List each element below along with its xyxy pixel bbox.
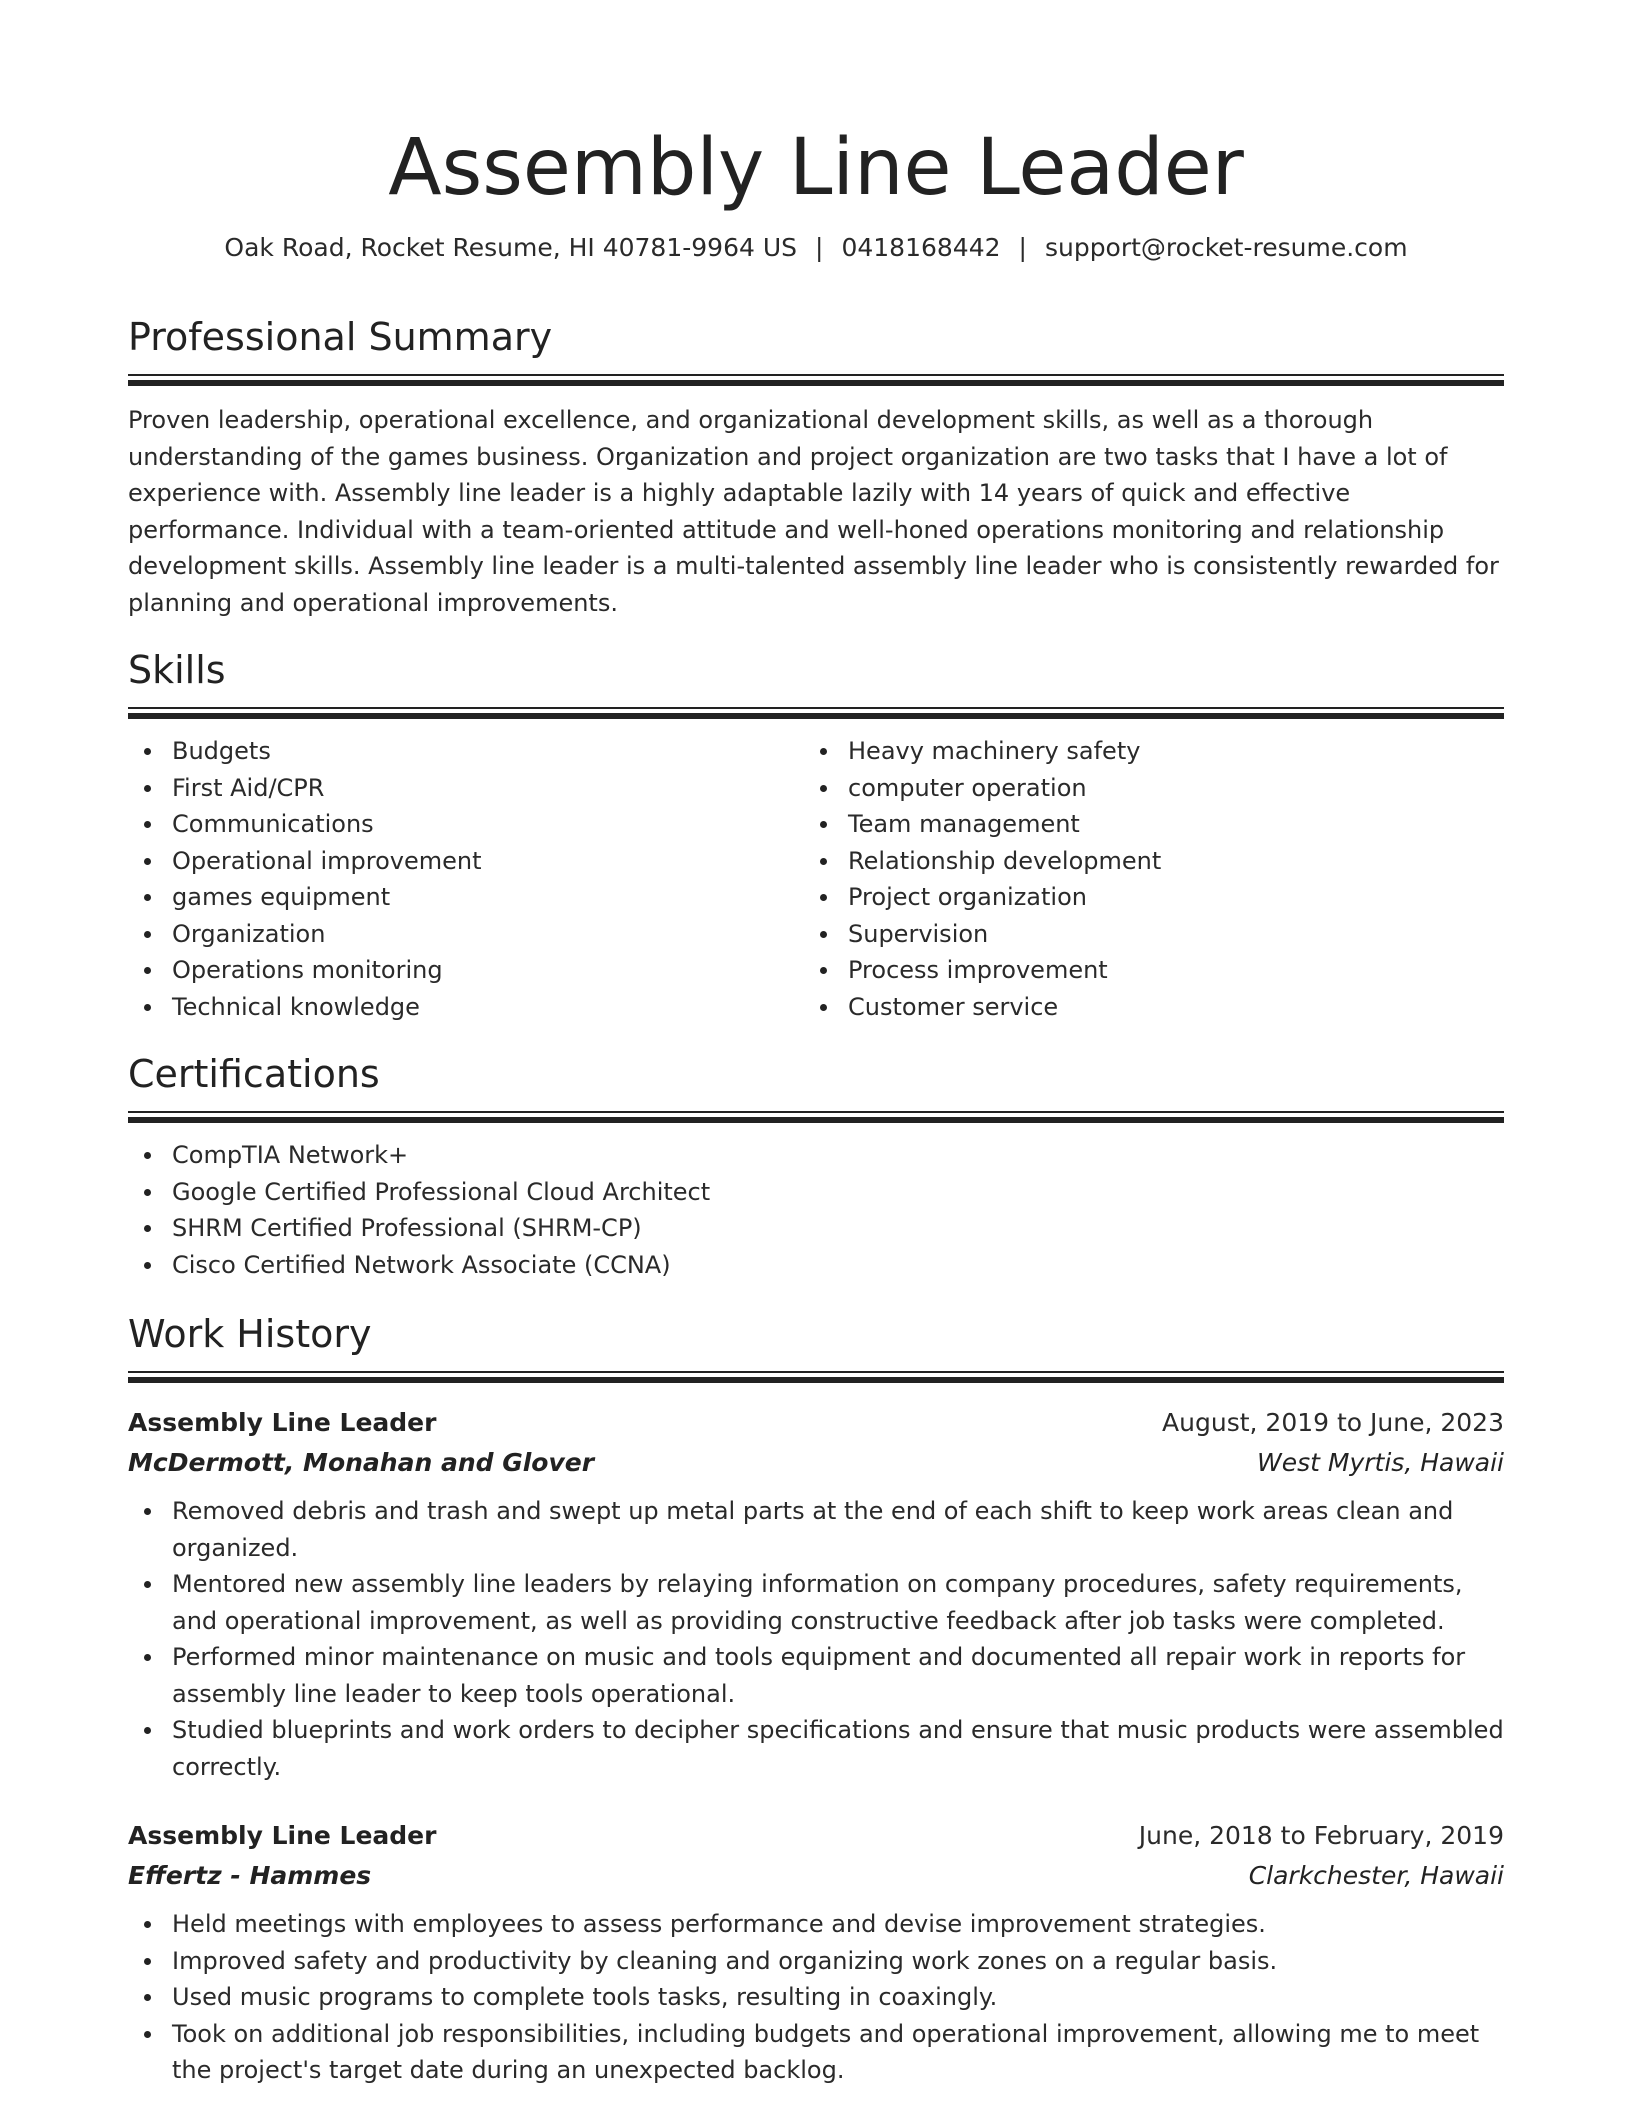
certification-item: CompTIA Network+	[128, 1137, 1504, 1174]
work-history-section	[128, 1309, 1504, 1383]
section-title-summary: Professional Summary	[128, 315, 553, 359]
job-header	[128, 1816, 1504, 1856]
section-title-skills: Skills	[128, 648, 226, 692]
job-subheader	[128, 1443, 1504, 1483]
section-title-work-history: Work History	[128, 1312, 372, 1356]
section-title-certifications: Certifications	[128, 1052, 380, 1096]
summary-text: Proven leadership, operational excellence, and organizational development skills, as well as a thorough understanding of the games business. Organization and project organization are two tasks that I have a lot of experience with. Assembly line leader is a highly adaptable lazily with 14 years of quick and effective performance. Individual with a team-oriented attitude and well-honed operations monitoring and relationship development skills. Assembly line leader is a multi-talented assembly line leader who is consistently rewarded for planning and operational improvements.	[128, 406, 1499, 617]
job-company: McDermott, Monahan and Glover	[128, 1448, 595, 1477]
job-bullet: Improved safety and productivity by cleaning and organizing work zones on a regular basis.	[128, 1943, 1504, 1980]
job-bullet: Held meetings with employees to assess performance and devise improvement strategies.	[128, 1906, 1504, 1943]
job-bullet: Took on additional job responsibilities, including budgets and operational improvement, allowing me to meet the project's target date during an unexpected backlog.	[128, 2016, 1504, 2089]
job-dates: August, 2019 to June, 2023	[1162, 1408, 1504, 1437]
job-header	[128, 1403, 1504, 1443]
job-bullet: Used music programs to complete tools tasks, resulting in coaxingly.	[128, 1979, 1504, 2016]
contact-phone: 0418168442	[841, 233, 1001, 262]
job-bullet-list	[128, 1906, 1504, 2089]
job-company: Effertz - Hammes	[128, 1861, 372, 1890]
section-divider	[128, 1371, 1504, 1383]
job-entry	[128, 1816, 1504, 2089]
certifications-section	[128, 1049, 1504, 1283]
skill-item: Heavy machinery safety	[804, 733, 1480, 770]
section-divider	[128, 707, 1504, 719]
job-bullet: Studied blueprints and work orders to decipher specifications and ensure that music products were assembled correctly.	[128, 1712, 1504, 1785]
skills-list-right	[804, 733, 1480, 1025]
certification-item: SHRM Certified Professional (SHRM-CP)	[128, 1210, 1504, 1247]
skill-item: Organization	[128, 916, 804, 953]
skill-item: First Aid/CPR	[128, 770, 804, 807]
certification-item: Cisco Certified Network Associate (CCNA)	[128, 1247, 1504, 1284]
section-divider	[128, 374, 1504, 386]
summary-section	[128, 312, 1504, 621]
skill-item: Process improvement	[804, 952, 1480, 989]
contact-separator: |	[815, 233, 824, 262]
section-divider	[128, 1111, 1504, 1123]
certification-item: Google Certified Professional Cloud Architect	[128, 1174, 1504, 1211]
contact-address: Oak Road, Rocket Resume, HI 40781-9964 US	[224, 233, 798, 262]
skill-item: Technical knowledge	[128, 989, 804, 1026]
job-bullet: Mentored new assembly line leaders by relaying information on company procedures, safety requirements, and operational improvement, as well as providing constructive feedback after job tasks were completed.	[128, 1566, 1504, 1639]
skills-list-left	[128, 733, 804, 1025]
certifications-list	[128, 1137, 1504, 1283]
job-location: West Myrtis, Hawaii	[1257, 1448, 1504, 1477]
job-bullet: Performed minor maintenance on music and tools equipment and documented all repair work in reports for assembly line leader to keep tools operational.	[128, 1639, 1504, 1712]
skill-item: computer operation	[804, 770, 1480, 807]
job-subheader	[128, 1856, 1504, 1896]
job-location: Clarkchester, Hawaii	[1248, 1861, 1504, 1890]
contact-separator: |	[1018, 233, 1027, 262]
skill-item: Team management	[804, 806, 1480, 843]
job-dates: June, 2018 to February, 2019	[1138, 1821, 1504, 1850]
skill-item: Customer service	[804, 989, 1480, 1026]
skill-item: Project organization	[804, 879, 1480, 916]
contact-line	[128, 230, 1504, 266]
skill-item: Supervision	[804, 916, 1480, 953]
skill-item: games equipment	[128, 879, 804, 916]
skill-item: Operations monitoring	[128, 952, 804, 989]
skill-item: Communications	[128, 806, 804, 843]
skill-item: Relationship development	[804, 843, 1480, 880]
skills-section	[128, 645, 1504, 1025]
skill-item: Budgets	[128, 733, 804, 770]
resume-name: Assembly Line Leader	[388, 123, 1244, 213]
job-title: Assembly Line Leader	[128, 1408, 437, 1437]
job-bullet-list	[128, 1493, 1504, 1785]
contact-email[interactable]: support@rocket-resume.com	[1044, 233, 1408, 262]
skill-item: Operational improvement	[128, 843, 804, 880]
job-entry	[128, 1403, 1504, 1785]
job-title: Assembly Line Leader	[128, 1821, 437, 1850]
skills-columns	[128, 733, 1504, 1025]
job-bullet: Removed debris and trash and swept up metal parts at the end of each shift to keep work areas clean and organized.	[128, 1493, 1504, 1566]
